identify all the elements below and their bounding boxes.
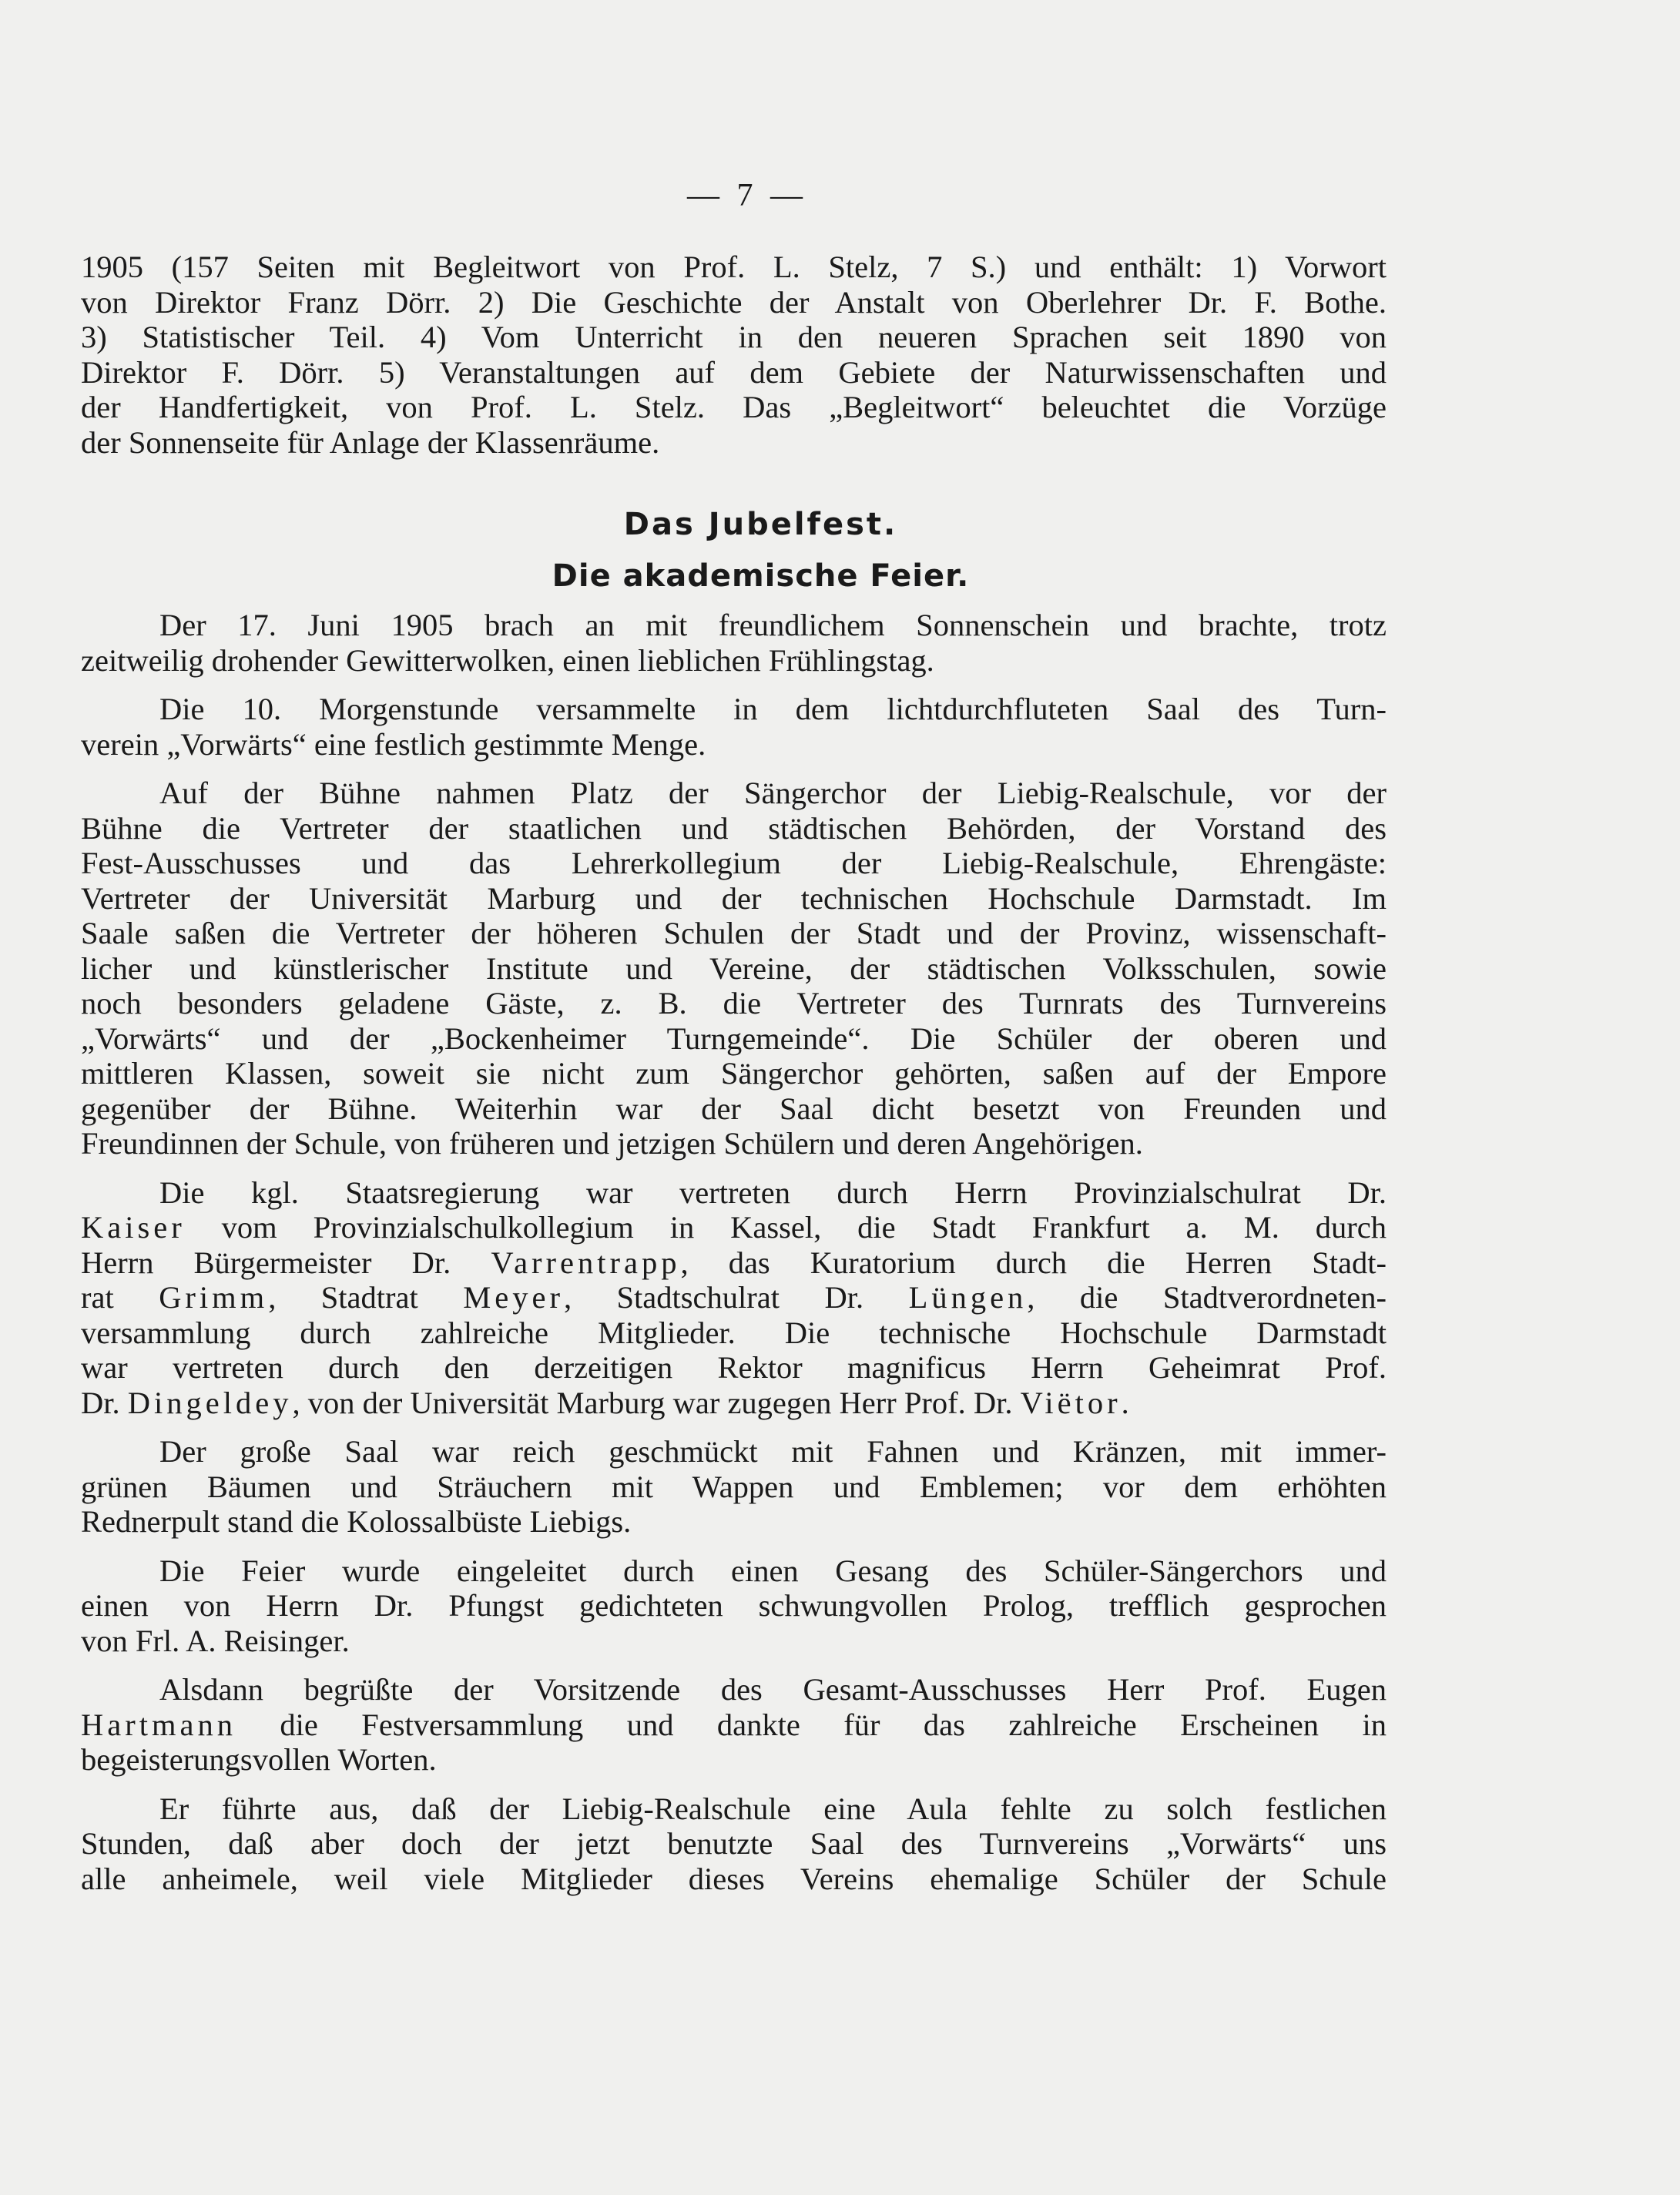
paragraph-6 [81,1553,1387,1659]
text-run: vom Provinzialschulkollegium in Kassel, die Stadt Frankfurt a. M. durch [185,1210,1387,1245]
person-name: Lüngen [908,1280,1028,1315]
body-text [81,250,1387,1896]
text-line: der Handfertigkeit, von Prof. L. Stelz. Das „Begleitwort“ beleuchtet die Vorzüge [81,390,1387,424]
paragraph-5 [81,1434,1387,1540]
text-run: , Stadtschulrat Dr. [563,1280,909,1315]
text-run: Herrn Bürgermeister Dr. [81,1245,491,1280]
text-line [81,1707,1387,1743]
text-line: von Frl. A. Reisinger. [81,1623,350,1658]
text-run: rat [81,1280,159,1315]
text-line: Fest-Ausschusses und das Lehrerkollegium der Liebig-Realschule, Ehrengäste: [81,846,1387,880]
paragraph-4 [81,1175,1387,1421]
text-line: gegenüber der Bühne. Weiterhin war der Saal dicht besetzt von Freunden und [81,1091,1387,1126]
section-heading: Das Jubelfest. [623,507,898,542]
person-name: Meyer [463,1280,564,1315]
text-line: 1905 (157 Seiten mit Begleitwort von Prof. L. Stelz, 7 S.) und enthält: 1) Vorwort [81,250,1387,284]
text-line: Stunden, daß aber doch der jetzt benutzte Saal des Turnvereins „Vorwärts“ uns [81,1826,1387,1861]
text-line: Rednerpult stand die Kolossalbüste Liebigs. [81,1504,632,1539]
text-line [81,1386,1387,1421]
text-line: verein „Vorwärts“ eine festlich gestimmte Menge. [81,726,706,762]
text-line: versammlung durch zahlreiche Mitglieder. Die technische Hochschule Darmstadt [81,1315,1387,1350]
person-name: Varrentrapp [491,1245,681,1280]
person-name: Dingeldey [127,1385,293,1420]
text-line: begeisterungsvollen Worten. [81,1742,437,1777]
paragraph-1 [81,608,1387,678]
text-line: noch besonders geladene Gäste, z. B. die Vertreter des Turnrats des Turnvereins [81,986,1387,1020]
text-run: , Stadtrat [268,1280,464,1315]
person-name: Viëtor [1020,1385,1122,1420]
text-run: die Festversammlung und dankte für das zahlreiche Erscheinen in [236,1707,1387,1742]
intro-paragraph [81,250,1387,460]
text-line: Die Feier wurde eingeleitet durch einen Gesang des Schüler-Sängerchors und [159,1553,1387,1588]
text-line: Vertreter der Universität Marburg und der technischen Hochschule Darmstadt. Im [81,880,1387,916]
text-line: Direktor F. Dörr. 5) Veranstaltungen auf dem Gebiete der Naturwissenschaften und [81,354,1387,390]
text-run: , von der Universität Marburg war zugegen Herr Prof. Dr. [292,1385,1021,1420]
text-run: Dr. [81,1385,128,1420]
paragraph-7 [81,1672,1387,1778]
text-run: , die Stadtverordneten- [1027,1280,1387,1315]
text-line: Auf der Bühne nahmen Platz der Sängerchor der Liebig-Realschule, vor der [159,776,1387,810]
paragraph-8 [81,1791,1387,1897]
person-name: Hartmann [81,1707,236,1742]
text-line: Der 17. Juni 1905 brach an mit freundlichem Sonnenschein und brachte, trotz [159,608,1387,642]
text-line: einen von Herrn Dr. Pfungst gedichteten schwungvollen Prolog, trefflich gesprochen [81,1588,1387,1623]
section-subheading: Die akademische Feier. [552,558,970,594]
person-name: Grimm [159,1280,269,1315]
text-run: . [1121,1385,1129,1420]
text-line [81,1210,1387,1245]
text-line: war vertreten durch den derzeitigen Rektor magnificus Herrn Geheimrat Prof. [81,1350,1387,1385]
text-line: 3) Statistischer Teil. 4) Vom Unterricht in den neueren Sprachen seit 1890 von [81,320,1387,354]
text-line [81,1245,1387,1281]
text-line: Die 10. Morgenstunde versammelte in dem lichtdurchfluteten Saal des Turn- [159,692,1387,726]
text-line: Freundinnen der Schule, von früheren und jetzigen Schülern und deren Angehörigen. [81,1126,1143,1161]
page-number: — 7 — [687,178,807,213]
text-line: „Vorwärts“ und der „Bockenheimer Turngemeinde“. Die Schüler der oberen und [81,1020,1387,1056]
text-line: Er führte aus, daß der Liebig-Realschule eine Aula fehlte zu solch festlichen [159,1791,1387,1826]
text-line [81,1280,1387,1315]
text-line: licher und künstlerischer Institute und Vereine, der städtischen Volksschulen, sowie [81,950,1387,986]
text-line: Die kgl. Staatsregierung war vertreten durch Herrn Provinzialschulrat Dr. [159,1175,1387,1210]
person-name: Kaiser [81,1210,186,1245]
text-line: Der große Saal war reich geschmückt mit Fahnen und Kränzen, mit immer- [159,1434,1387,1469]
paragraph-3 [81,776,1387,1161]
text-run: , das Kuratorium durch die Herren Stadt- [680,1245,1387,1280]
text-line: grünen Bäumen und Sträuchern mit Wappen und Emblemen; vor dem erhöhten [81,1469,1387,1504]
text-line: Alsdann begrüßte der Vorsitzende des Gesamt-Ausschusses Herr Prof. Eugen [159,1672,1387,1707]
text-line: der Sonnenseite für Anlage der Klassenräume. [81,424,660,460]
text-line: Bühne die Vertreter der staatlichen und städtischen Behörden, der Vorstand des [81,810,1387,846]
text-line: von Direktor Franz Dörr. 2) Die Geschichte der Anstalt von Oberlehrer Dr. F. Bothe. [81,284,1387,320]
text-line: alle anheimele, weil viele Mitglieder dieses Vereins ehemalige Schüler der Schule [81,1861,1387,1896]
text-line: mittleren Klassen, soweit sie nicht zum Sängerchor gehörten, saßen auf der Empore [81,1056,1387,1091]
text-line: Saale saßen die Vertreter der höheren Schulen der Stadt und der Provinz, wissenschaft- [81,916,1387,950]
text-line: zeitweilig drohender Gewitterwolken, einen lieblichen Frühlingstag. [81,642,934,678]
paragraph-2 [81,692,1387,762]
